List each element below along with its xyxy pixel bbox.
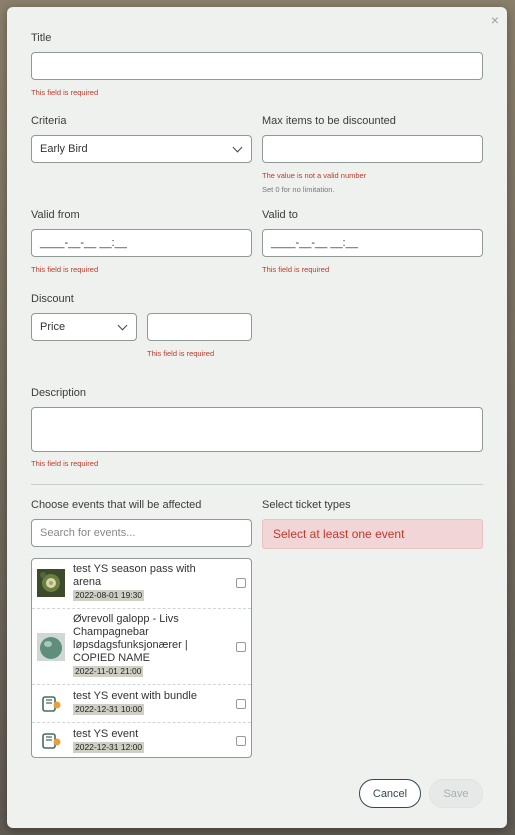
event-title: test YS event with bundle bbox=[73, 690, 197, 702]
discount-type-value: Price bbox=[40, 321, 66, 333]
max-items-input[interactable] bbox=[262, 135, 483, 163]
title-input[interactable] bbox=[31, 52, 483, 80]
flower-photo-icon bbox=[37, 569, 65, 597]
discount-type-select[interactable] bbox=[31, 313, 137, 341]
ticket-types-label: Select ticket types bbox=[262, 499, 351, 511]
list-item[interactable] bbox=[32, 609, 251, 685]
valid-to-error: This field is required bbox=[262, 265, 330, 274]
valid-from-input[interactable]: ____-__-__ __:__ bbox=[31, 229, 252, 257]
save-button[interactable]: Save bbox=[429, 779, 483, 808]
ticket-icon bbox=[37, 727, 65, 755]
discount-modal bbox=[7, 7, 507, 828]
discount-amount-input[interactable] bbox=[147, 313, 252, 341]
event-checkbox[interactable] bbox=[236, 642, 246, 652]
list-item[interactable] bbox=[32, 685, 251, 723]
valid-to-label: Valid to bbox=[262, 209, 298, 221]
list-item[interactable] bbox=[32, 723, 251, 758]
event-title: test YS event bbox=[73, 728, 139, 740]
max-items-label: Max items to be discounted bbox=[262, 115, 396, 127]
event-date: 2022-12-31 12:00 bbox=[75, 742, 143, 752]
criteria-value: Early Bird bbox=[40, 143, 88, 155]
list-item[interactable] bbox=[32, 559, 251, 609]
cancel-button[interactable]: Cancel bbox=[359, 779, 421, 808]
description-error: This field is required bbox=[31, 459, 99, 468]
event-date: 2022-08-01 19:30 bbox=[75, 590, 143, 600]
event-checkbox[interactable] bbox=[236, 578, 246, 588]
criteria-select[interactable] bbox=[31, 135, 252, 163]
event-title: Øvrevoll galopp - Livs Champagnebar løpsdagsfunksjonærer | COPIED NAME bbox=[73, 613, 188, 664]
valid-to-input[interactable]: ____-__-__ __:__ bbox=[262, 229, 483, 257]
chevron-down-icon bbox=[233, 142, 243, 152]
chevron-down-icon bbox=[118, 320, 128, 330]
section-divider bbox=[31, 484, 483, 485]
title-label: Title bbox=[31, 32, 52, 44]
close-icon[interactable]: × bbox=[490, 12, 499, 28]
description-textarea[interactable] bbox=[31, 407, 483, 452]
description-label: Description bbox=[31, 387, 87, 399]
event-list bbox=[31, 558, 252, 758]
event-checkbox[interactable] bbox=[236, 736, 246, 746]
discount-label: Discount bbox=[31, 293, 74, 305]
discount-error: This field is required bbox=[147, 349, 215, 358]
max-items-error: The value is not a valid number bbox=[262, 171, 367, 180]
event-date: 2022-12-31 10:00 bbox=[75, 704, 143, 714]
valid-from-error: This field is required bbox=[31, 265, 99, 274]
event-title: test YS season pass with arena bbox=[73, 563, 196, 588]
events-label: Choose events that will be affected bbox=[31, 499, 202, 511]
title-error: This field is required bbox=[31, 88, 99, 97]
ball-photo-icon bbox=[37, 633, 65, 661]
ticket-icon bbox=[37, 690, 65, 718]
event-search-input[interactable]: Search for events... bbox=[31, 519, 252, 547]
criteria-label: Criteria bbox=[31, 115, 67, 127]
event-date: 2022-11-01 21:00 bbox=[75, 666, 142, 676]
valid-from-label: Valid from bbox=[31, 209, 80, 221]
max-items-hint: Set 0 for no limitation. bbox=[262, 185, 335, 194]
event-checkbox[interactable] bbox=[236, 699, 246, 709]
ticket-types-alert: Select at least one event bbox=[262, 519, 483, 549]
